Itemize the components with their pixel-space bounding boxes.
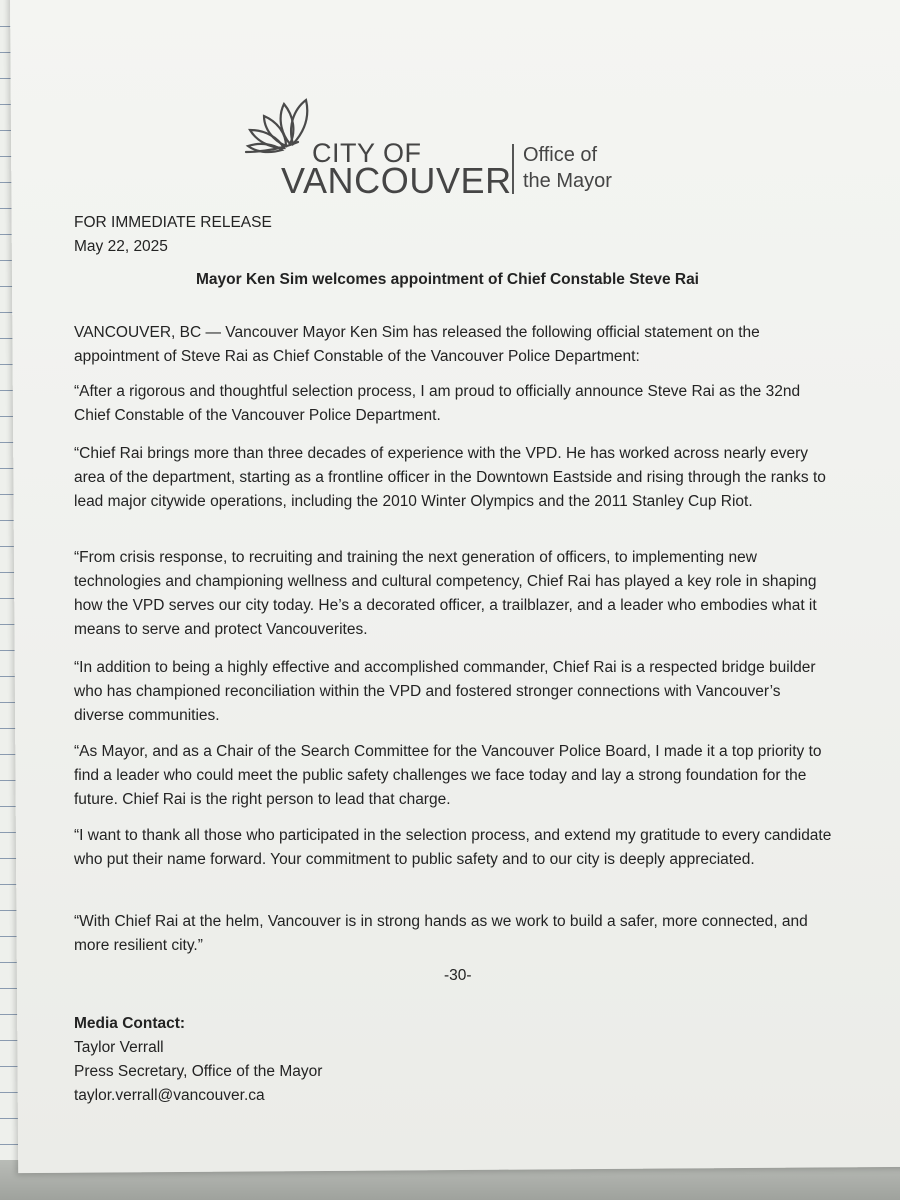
logo-office-line2: the Mayor [523,170,612,192]
city-of-vancouver-logo [238,82,678,202]
paragraph-quote-4: “In addition to being a highly effective and accomplished commander, Chief Rai is a respected bridge builder who has championed reconciliation within the VPD and fostered stronger connections with Vancouver’s diverse communities. [74,659,816,724]
logo-office-of-the-mayor [523,142,612,194]
paragraph-quote-6: “I want to thank all those who participated in the selection process, and extend my gratitude to every candidate who put their name forward. Your commitment to public safety and to our city is deeply appreciated. [74,827,832,868]
paragraph-quote-2: “Chief Rai brings more than three decades of experience with the VPD. He has worked across nearly every area of the department, starting as a frontline officer in the Downtown Eastside and rising through the ranks to lead major citywide operations, including the 2010 Winter Olympics and the 2011 Stanley Cup Riot. [74,445,826,510]
logo-office-line1: Office of [523,144,598,166]
contact-title: Press Secretary, Office of the Mayor [74,1063,323,1080]
logo-vancouver-text: VANCOUVER [281,160,512,201]
logo-divider [512,144,514,194]
paragraph-quote-3: “From crisis response, to recruiting and training the next generation of officers, to implementing new technologies and championing wellness and cultural competency, Chief Rai has played a key role in shaping how the VPD serves our city today. He’s a decorated officer, a trailblazer, and a leader who embodies what it means to serve and protect Vancouverites. [74,549,817,638]
paragraph-quote-5: “As Mayor, and as a Chair of the Search Committee for the Vancouver Police Board, I made it a top priority to find a leader who could meet the public safety challenges we face today and lay a strong foundation for the future. Chief Rai is the right person to lead that charge. [74,743,822,808]
contact-email: taylor.verrall@vancouver.ca [74,1087,265,1104]
headline: Mayor Ken Sim welcomes appointment of Chief Constable Steve Rai [196,271,699,288]
contact-name: Taylor Verrall [74,1039,164,1056]
media-contact-heading: Media Contact: [74,1015,186,1032]
logo-city-of-text: CITY OF [312,138,422,168]
paragraph-quote-1: “After a rigorous and thoughtful selection process, I am proud to officially announce Steve Rai as the 32nd Chief Constable of the Vancouver Police Department. [74,383,801,424]
release-date: May 22, 2025 [74,238,168,255]
paragraph-intro: VANCOUVER, BC — Vancouver Mayor Ken Sim has released the following official statement on the appointment of Steve Rai as Chief Constable of the Vancouver Police Department: [74,324,760,365]
paragraph-quote-7: “With Chief Rai at the helm, Vancouver is in strong hands as we work to build a safer, more connected, and more resilient city.” [74,913,808,954]
end-mark: -30- [444,967,472,984]
release-label: FOR IMMEDIATE RELEASE [74,214,272,231]
